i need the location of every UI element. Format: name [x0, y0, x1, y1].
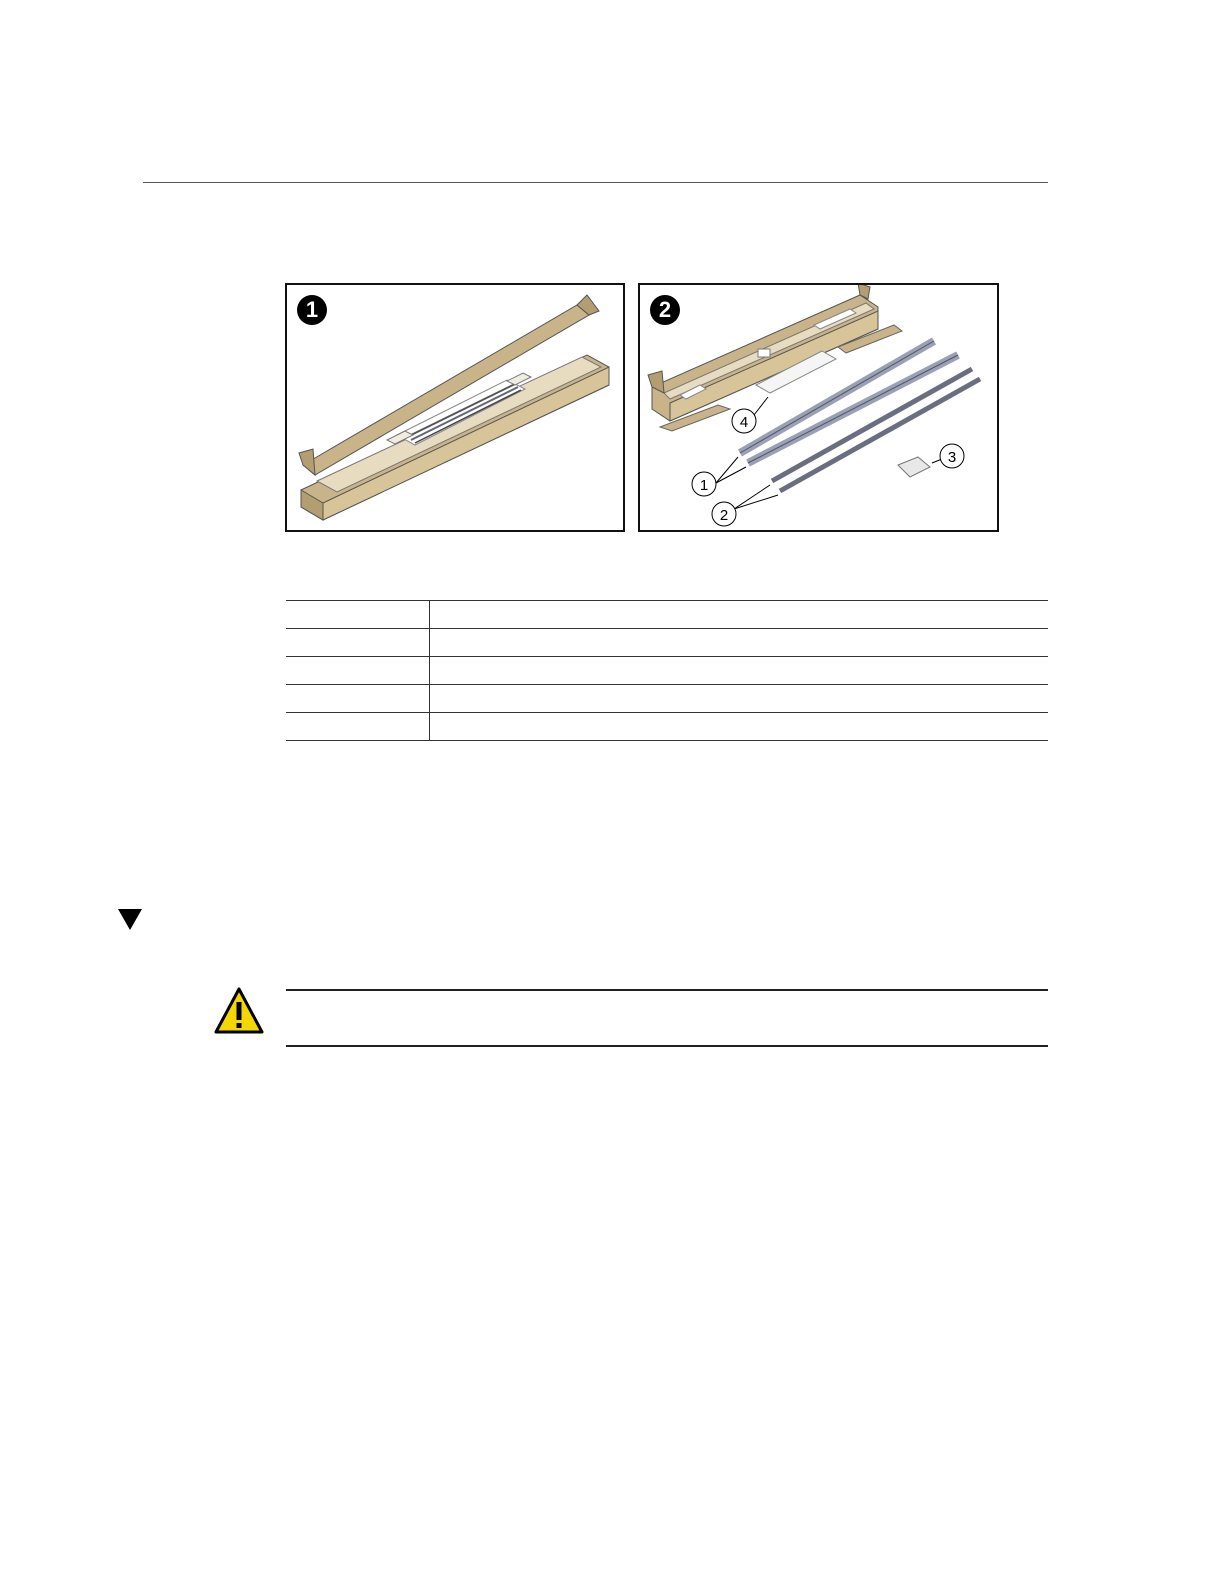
- legend-num: [286, 713, 430, 741]
- legend-desc: [430, 713, 1049, 741]
- legend-num: [286, 601, 430, 629]
- table-row: [286, 629, 1048, 657]
- table-row: [286, 657, 1048, 685]
- rail-kit-box-illustration: [287, 285, 625, 532]
- callout-4: 4: [739, 414, 749, 431]
- table-row: [286, 685, 1048, 713]
- header-rule: [143, 182, 1048, 183]
- legend-desc: [430, 657, 1049, 685]
- warning-triangle-icon: [214, 987, 264, 1035]
- legend-desc: [430, 629, 1049, 657]
- table-row: [286, 601, 1048, 629]
- step-2-badge: 2: [650, 295, 680, 325]
- legend-num: [286, 629, 430, 657]
- figure-legend-table: [286, 600, 1048, 741]
- figure-panel-2: [638, 283, 999, 532]
- callout-3: 3: [947, 449, 957, 466]
- legend-num: [286, 657, 430, 685]
- figure-panel-1: [285, 283, 625, 532]
- legend-num: [286, 685, 430, 713]
- table-row: [286, 713, 1048, 741]
- callout-2: 2: [719, 507, 729, 524]
- rail-kit-contents-illustration: [640, 285, 999, 532]
- legend-desc: [430, 601, 1049, 629]
- caution-box: [286, 989, 1048, 1047]
- down-triangle-icon: [118, 909, 142, 930]
- callout-1: 1: [699, 477, 709, 494]
- legend-desc: [430, 685, 1049, 713]
- step-1-badge: 1: [297, 295, 327, 325]
